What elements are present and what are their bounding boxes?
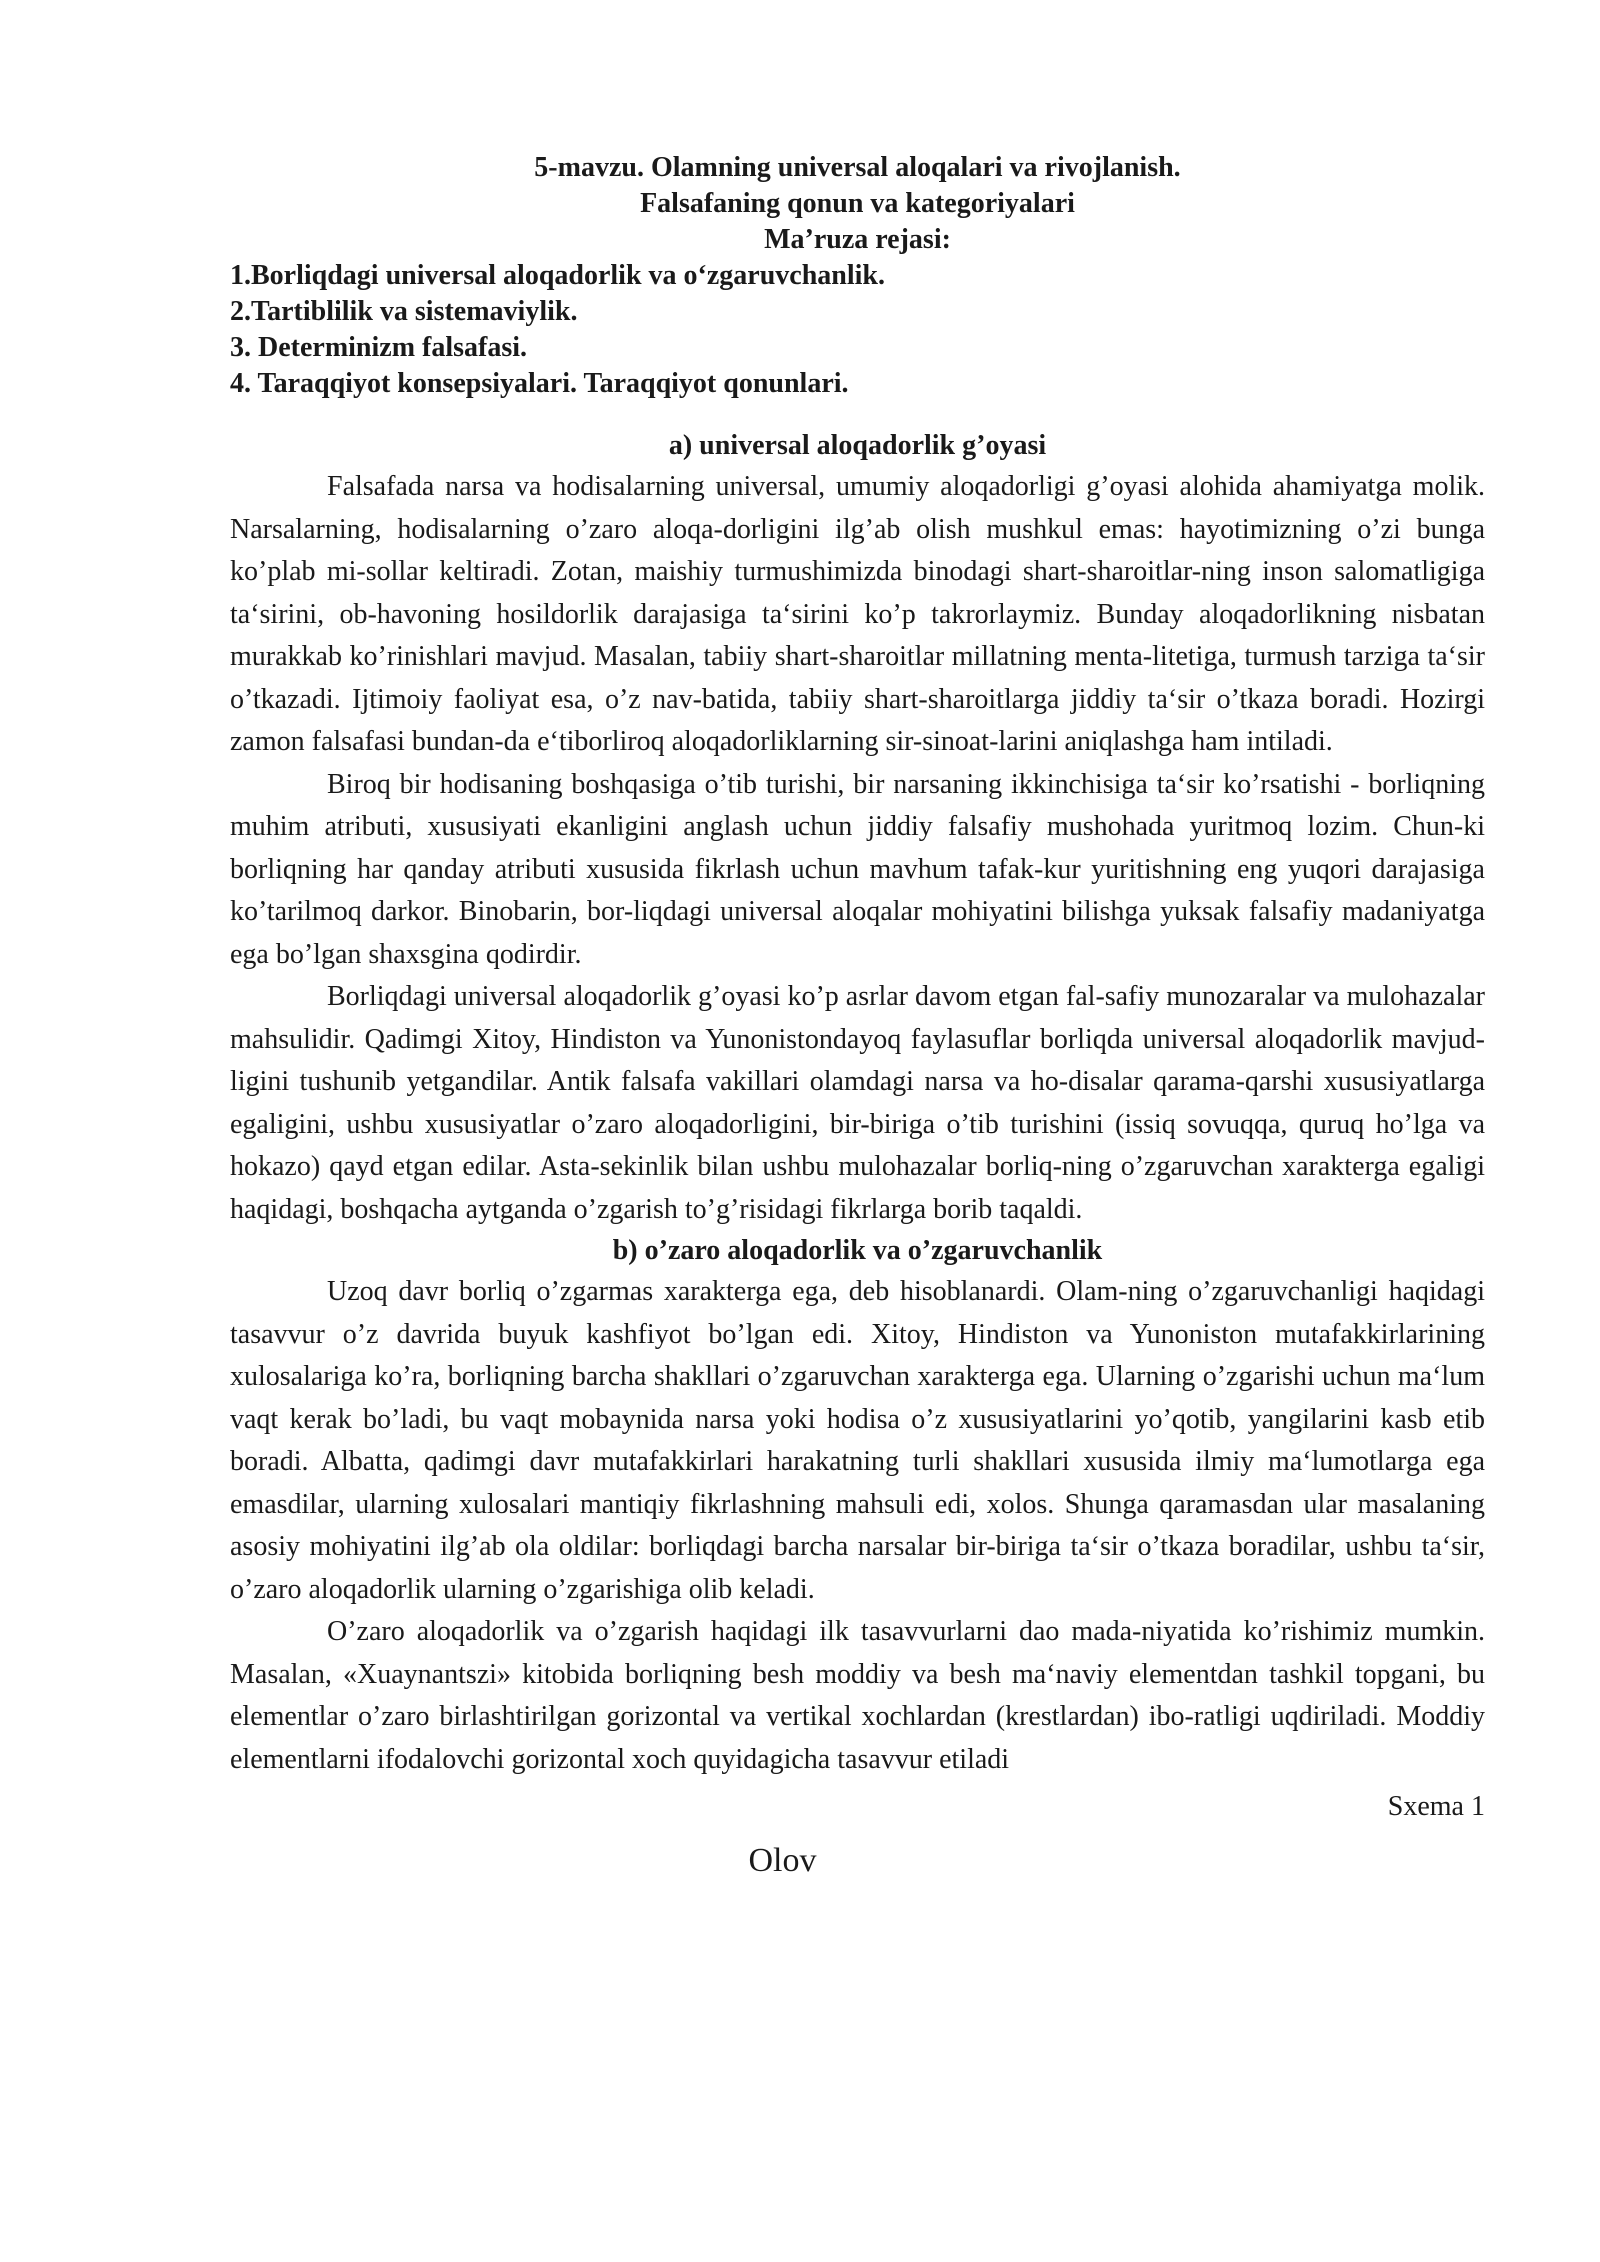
paragraph: Falsafada narsa va hodisalarning universal, umumiy aloqadorligi g’oyasi alohida ahamiyatga molik. Narsalarning, hodisalarning o’zaro aloqa-dorligini ilg’ab olish mushkul emas: hayotimizning o’zi bunga ko’plab mi-sollar keltiradi. Zotan, maishiy turmushimizda binodagi shart-sharoitlar-ning inson salomatligiga ta‘sirini, ob-havoning hosildorlik darajasiga ta‘sirini ko’p takrorlaymiz. Bunday aloqadorlikning nisbatan murakkab ko’rinishlari mavjud. Masalan, tabiiy shart-sharoitlar millatning menta-litetiga, turmush tarziga ta‘sir o’tkazadi. Ijtimoiy faoliyat esa, o’z nav-batida, tabiiy shart-sharoitlarga jiddiy ta‘sir o’tkaza boradi. Hozirgi zamon falsafasi bundan-da e‘tiborliroq aloqadorliklarning sir-sinoat-larini aniqlashga ham intiladi. [230, 471, 1485, 757]
paragraph: O’zaro aloqadorlik va o’zgarish haqidagi ilk tasavvurlarni dao mada-niyatida ko’rishimiz mumkin. Masalan, «Xuaynantszi» kitobida borliqning besh moddiy va besh ma‘naviy elementdan tashkil topgani, bu elementlar o’zaro birlashtirilgan gorizontal va vertikal xochlardan (krestlardan) ibo-ratligi uqdiriladi. Moddiy elementlarni ifodalovchi gorizontal xoch quyidagicha tasavvur etiladi [230, 1616, 1485, 1775]
title-block [230, 150, 1485, 258]
scheme-label: Sxema 1 [1387, 1791, 1485, 1822]
plan-item: 2.Tartiblilik va sistemaviylik. [230, 296, 578, 327]
paragraph: Uzoq davr borliq o’zgarmas xarakterga ega, deb hisoblanardi. Olam-ning o’zgaruvchanligi haqidagi tasavvur o’z davrida buyuk kashfiyot bo’lgan edi. Xitoy, Hindiston va Yunoniston mutafakkirlarining xulosalariga ko’ra, borliqning barcha shakllari o’zgaruvchan xarakterga ega. Ularning o’zgarishi uchun ma‘lum vaqt kerak bo’ladi, bu vaqt mobaynida narsa yoki hodisa o’z xususiyatlarini yo’qotib, yangilarini kasb etib boradi. Albatta, qadimgi davr mutafakkirlari harakatning turli shakllari xususida ilmiy ma‘lumotlarga ega emasdilar, ularning xulosalari mantiqiy fikrlashning mahsuli edi, xolos. Shunga qaramasdan ular masalaning asosiy mohiyatini ilg’ab ola oldilar: borliqdagi barcha narsalar bir-biriga ta‘sir o’tkaza boradilar, ushbu ta‘sir, o’zaro aloqadorlik ularning o’zgarishiga olib keladi. [230, 1276, 1485, 1605]
document-page [230, 150, 1485, 1885]
document-subtitle: Falsafaning qonun va kategoriyalari [640, 188, 1075, 219]
plan-item: 4. Taraqqiyot konsepsiyalari. Taraqqiyot qonunlari. [230, 368, 849, 399]
plan-item: 1.Borliqdagi universal aloqadorlik va o‘zgaruvchanlik. [230, 260, 885, 291]
plan-heading: Ma’ruza rejasi: [764, 224, 951, 255]
document-title: 5-mavzu. Olamning universal aloqalari va rivojlanish. [534, 152, 1181, 183]
paragraph: Borliqdagi universal aloqadorlik g’oyasi ko’p asrlar davom etgan fal-safiy munozaralar va mulohazalar mahsulidir. Qadimgi Xitoy, Hindiston va Yunonistondayoq faylasuflar borliqda universal aloqadorlik mavjud-ligini tushunib yetgandilar. Antik falsafa vakillari olamdagi narsa va ho-disalar qarama-qarshi xususiyatlarga egaligini, ushbu xususiyatlar o’zaro aloqadorligini, bir-biriga o’tib turishini (issiq sovuqqa, quruq ho’lga va hokazo) qayd etgan edilar. Asta-sekinlik bilan ushbu mulohazalar borliq-ning o’zgaruvchan xarakterga egaligi haqidagi, boshqacha aytganda o’zgarish to’g’risidagi fikrlarga borib taqaldi. [230, 981, 1485, 1225]
section-a-heading: a) universal aloqadorlik g’oyasi [668, 430, 1047, 461]
scheme-node-fire: Olov [748, 1842, 817, 1879]
paragraph: Biroq bir hodisaning boshqasiga o’tib turishi, bir narsaning ikkinchisiga ta‘sir ko’rsatishi - borliqning muhim atributi, xususiyati ekanligini anglash uchun jiddiy falsafiy mushohada yuritmoq lozim. Chun-ki borliqning har qanday atributi xususida fikrlash uchun mavhum tafak-kur yuritishning eng yuqori darajasiga ko’tarilmoq darkor. Binobarin, bor-liqdagi universal aloqalar mohiyatini bilishga yuksak falsafiy madaniyatga ega bo’lgan shaxsgina qodirdir. [230, 768, 1485, 970]
section-b-heading: b) o’zaro aloqadorlik va o’zgaruvchanlik [612, 1235, 1103, 1266]
plan-item: 3. Determinizm falsafasi. [230, 332, 528, 363]
lecture-plan-list [230, 258, 1485, 402]
